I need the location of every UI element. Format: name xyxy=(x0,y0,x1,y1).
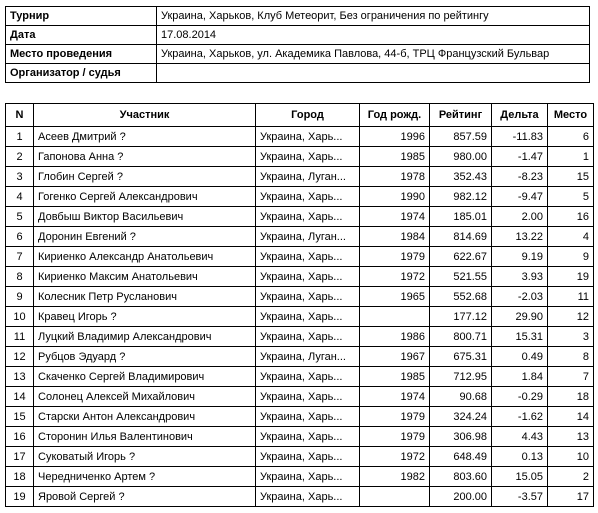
cell-participant: Довбыш Виктор Васильевич xyxy=(34,207,256,227)
cell-city: Украина, Харь... xyxy=(256,267,360,287)
info-row xyxy=(6,64,590,83)
cell-city: Украина, Харь... xyxy=(256,287,360,307)
cell-rating: 352.43 xyxy=(430,167,492,187)
cell-birth-year: 1979 xyxy=(360,407,430,427)
cell-rating: 521.55 xyxy=(430,267,492,287)
cell-rating: 712.95 xyxy=(430,367,492,387)
cell-participant: Колесник Петр Русланович xyxy=(34,287,256,307)
cell-participant: Луцкий Владимир Александрович xyxy=(34,327,256,347)
cell-city: Украина, Луган... xyxy=(256,227,360,247)
cell-place: 17 xyxy=(548,487,594,507)
cell-place: 5 xyxy=(548,187,594,207)
cell-number: 13 xyxy=(6,367,34,387)
cell-delta: -1.62 xyxy=(492,407,548,427)
cell-place: 1 xyxy=(548,147,594,167)
cell-birth-year: 1979 xyxy=(360,247,430,267)
column-header-place: Место xyxy=(548,104,594,127)
cell-participant: Доронин Евгений ? xyxy=(34,227,256,247)
cell-city: Украина, Луган... xyxy=(256,347,360,367)
cell-rating: 675.31 xyxy=(430,347,492,367)
cell-birth-year: 1979 xyxy=(360,427,430,447)
cell-delta: 2.00 xyxy=(492,207,548,227)
cell-birth-year: 1972 xyxy=(360,447,430,467)
table-row xyxy=(6,307,594,327)
cell-city: Украина, Луган... xyxy=(256,167,360,187)
cell-participant: Гапонова Анна ? xyxy=(34,147,256,167)
info-label: Дата xyxy=(6,26,157,45)
results-body xyxy=(6,127,594,507)
table-row xyxy=(6,247,594,267)
cell-city: Украина, Харь... xyxy=(256,487,360,507)
cell-delta: -11.83 xyxy=(492,127,548,147)
table-row xyxy=(6,467,594,487)
info-label: Организатор / судья xyxy=(6,64,157,83)
cell-number: 19 xyxy=(6,487,34,507)
cell-participant: Суковатый Игорь ? xyxy=(34,447,256,467)
cell-city: Украина, Харь... xyxy=(256,447,360,467)
cell-participant: Сторонин Илья Валентинович xyxy=(34,427,256,447)
cell-birth-year: 1982 xyxy=(360,467,430,487)
cell-participant: Чередниченко Артем ? xyxy=(34,467,256,487)
cell-delta: 0.13 xyxy=(492,447,548,467)
cell-place: 18 xyxy=(548,387,594,407)
cell-number: 12 xyxy=(6,347,34,367)
cell-birth-year xyxy=(360,307,430,327)
cell-participant: Старски Антон Александрович xyxy=(34,407,256,427)
cell-place: 14 xyxy=(548,407,594,427)
cell-number: 8 xyxy=(6,267,34,287)
cell-city: Украина, Харь... xyxy=(256,187,360,207)
table-row xyxy=(6,447,594,467)
info-row xyxy=(6,26,590,45)
table-row xyxy=(6,287,594,307)
cell-delta: -8.23 xyxy=(492,167,548,187)
cell-birth-year: 1974 xyxy=(360,207,430,227)
cell-number: 14 xyxy=(6,387,34,407)
info-value: Украина, Харьков, ул. Академика Павлова, 44-б, ТРЦ Французский Бульвар xyxy=(157,45,590,64)
cell-delta: 15.31 xyxy=(492,327,548,347)
table-row xyxy=(6,147,594,167)
cell-birth-year xyxy=(360,487,430,507)
cell-place: 19 xyxy=(548,267,594,287)
table-row xyxy=(6,387,594,407)
cell-participant: Кириенко Александр Анатольевич xyxy=(34,247,256,267)
cell-rating: 552.68 xyxy=(430,287,492,307)
cell-delta: 4.43 xyxy=(492,427,548,447)
column-header-n: N xyxy=(6,104,34,127)
tournament-info-table xyxy=(5,6,590,83)
table-row xyxy=(6,207,594,227)
cell-place: 9 xyxy=(548,247,594,267)
table-row xyxy=(6,427,594,447)
cell-place: 10 xyxy=(548,447,594,467)
cell-delta: 1.84 xyxy=(492,367,548,387)
cell-number: 17 xyxy=(6,447,34,467)
column-header-city: Город xyxy=(256,104,360,127)
cell-participant: Кравец Игорь ? xyxy=(34,307,256,327)
cell-number: 18 xyxy=(6,467,34,487)
cell-participant: Скаченко Сергей Владимирович xyxy=(34,367,256,387)
info-label: Турнир xyxy=(6,7,157,26)
cell-delta: -3.57 xyxy=(492,487,548,507)
cell-place: 6 xyxy=(548,127,594,147)
column-header-rating: Рейтинг xyxy=(430,104,492,127)
cell-city: Украина, Харь... xyxy=(256,147,360,167)
cell-place: 13 xyxy=(548,427,594,447)
cell-number: 6 xyxy=(6,227,34,247)
cell-rating: 648.49 xyxy=(430,447,492,467)
info-value xyxy=(157,64,590,83)
info-value: Украина, Харьков, Клуб Метеорит, Без ограничения по рейтингу xyxy=(157,7,590,26)
table-row xyxy=(6,347,594,367)
cell-birth-year: 1984 xyxy=(360,227,430,247)
cell-participant: Гогенко Сергей Александрович xyxy=(34,187,256,207)
cell-city: Украина, Харь... xyxy=(256,467,360,487)
cell-place: 12 xyxy=(548,307,594,327)
cell-participant: Солонец Алексей Михайлович xyxy=(34,387,256,407)
cell-city: Украина, Харь... xyxy=(256,127,360,147)
cell-rating: 814.69 xyxy=(430,227,492,247)
cell-rating: 200.00 xyxy=(430,487,492,507)
cell-birth-year: 1978 xyxy=(360,167,430,187)
cell-place: 2 xyxy=(548,467,594,487)
cell-delta: -0.29 xyxy=(492,387,548,407)
cell-rating: 622.67 xyxy=(430,247,492,267)
cell-number: 15 xyxy=(6,407,34,427)
cell-place: 3 xyxy=(548,327,594,347)
cell-place: 4 xyxy=(548,227,594,247)
column-header-delta: Дельта xyxy=(492,104,548,127)
cell-delta: -9.47 xyxy=(492,187,548,207)
info-row xyxy=(6,45,590,64)
cell-participant: Рубцов Эдуард ? xyxy=(34,347,256,367)
cell-rating: 90.68 xyxy=(430,387,492,407)
column-header-birth-year: Год рожд. xyxy=(360,104,430,127)
cell-birth-year: 1985 xyxy=(360,367,430,387)
table-row xyxy=(6,367,594,387)
cell-delta: 0.49 xyxy=(492,347,548,367)
cell-number: 3 xyxy=(6,167,34,187)
cell-number: 1 xyxy=(6,127,34,147)
cell-participant: Яровой Сергей ? xyxy=(34,487,256,507)
cell-delta: 29.90 xyxy=(492,307,548,327)
table-row xyxy=(6,407,594,427)
cell-birth-year: 1972 xyxy=(360,267,430,287)
table-row xyxy=(6,227,594,247)
column-header-participant: Участник xyxy=(34,104,256,127)
table-row xyxy=(6,327,594,347)
cell-number: 9 xyxy=(6,287,34,307)
cell-rating: 185.01 xyxy=(430,207,492,227)
cell-rating: 306.98 xyxy=(430,427,492,447)
table-row xyxy=(6,187,594,207)
cell-place: 8 xyxy=(548,347,594,367)
cell-participant: Глобин Сергей ? xyxy=(34,167,256,187)
cell-city: Украина, Харь... xyxy=(256,407,360,427)
cell-city: Украина, Харь... xyxy=(256,207,360,227)
cell-place: 7 xyxy=(548,367,594,387)
cell-rating: 324.24 xyxy=(430,407,492,427)
table-row xyxy=(6,167,594,187)
cell-place: 16 xyxy=(548,207,594,227)
info-row xyxy=(6,7,590,26)
cell-number: 10 xyxy=(6,307,34,327)
cell-birth-year: 1996 xyxy=(360,127,430,147)
cell-rating: 982.12 xyxy=(430,187,492,207)
cell-participant: Асеев Дмитрий ? xyxy=(34,127,256,147)
cell-city: Украина, Харь... xyxy=(256,427,360,447)
cell-birth-year: 1974 xyxy=(360,387,430,407)
cell-city: Украина, Харь... xyxy=(256,387,360,407)
cell-number: 2 xyxy=(6,147,34,167)
cell-rating: 177.12 xyxy=(430,307,492,327)
cell-birth-year: 1967 xyxy=(360,347,430,367)
cell-place: 15 xyxy=(548,167,594,187)
cell-participant: Кириенко Максим Анатольевич xyxy=(34,267,256,287)
cell-number: 16 xyxy=(6,427,34,447)
cell-birth-year: 1965 xyxy=(360,287,430,307)
cell-rating: 980.00 xyxy=(430,147,492,167)
table-row xyxy=(6,267,594,287)
cell-delta: 9.19 xyxy=(492,247,548,267)
cell-birth-year: 1986 xyxy=(360,327,430,347)
cell-number: 5 xyxy=(6,207,34,227)
cell-city: Украина, Харь... xyxy=(256,327,360,347)
cell-number: 4 xyxy=(6,187,34,207)
info-label: Место проведения xyxy=(6,45,157,64)
cell-delta: -1.47 xyxy=(492,147,548,167)
cell-place: 11 xyxy=(548,287,594,307)
info-value: 17.08.2014 xyxy=(157,26,590,45)
cell-rating: 803.60 xyxy=(430,467,492,487)
table-row xyxy=(6,487,594,507)
cell-birth-year: 1990 xyxy=(360,187,430,207)
cell-city: Украина, Харь... xyxy=(256,307,360,327)
cell-city: Украина, Харь... xyxy=(256,367,360,387)
cell-delta: 3.93 xyxy=(492,267,548,287)
cell-number: 11 xyxy=(6,327,34,347)
cell-rating: 800.71 xyxy=(430,327,492,347)
cell-delta: 13.22 xyxy=(492,227,548,247)
cell-rating: 857.59 xyxy=(430,127,492,147)
cell-number: 7 xyxy=(6,247,34,267)
results-table xyxy=(5,103,594,507)
table-row xyxy=(6,127,594,147)
cell-birth-year: 1985 xyxy=(360,147,430,167)
cell-delta: 15.05 xyxy=(492,467,548,487)
results-header-row xyxy=(6,104,594,127)
cell-city: Украина, Харь... xyxy=(256,247,360,267)
cell-delta: -2.03 xyxy=(492,287,548,307)
tournament-info-body xyxy=(6,7,590,83)
